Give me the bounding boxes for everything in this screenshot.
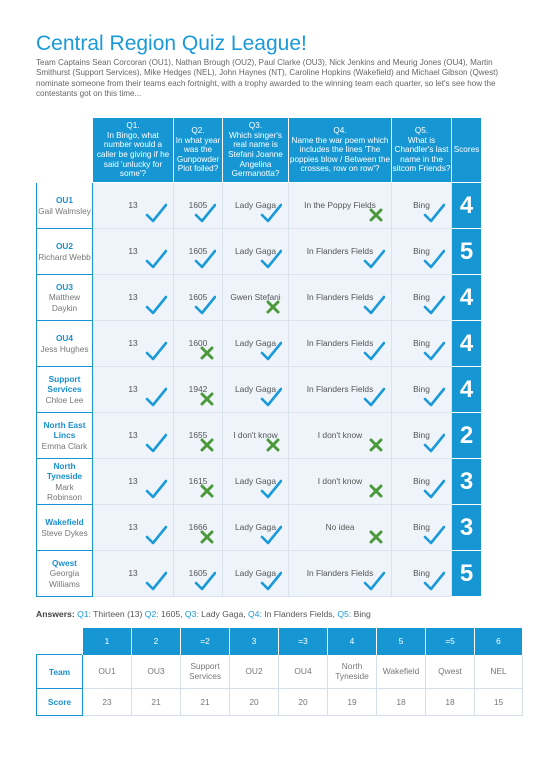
standings-position: 5 xyxy=(377,628,426,655)
answer-text: In the Poppy Fields xyxy=(304,200,376,210)
tick-icon xyxy=(145,570,167,592)
standings-team: OU3 xyxy=(132,655,181,689)
answer-q3: Lady Gaga, xyxy=(201,609,246,619)
standings-position: 4 xyxy=(328,628,377,655)
tick-icon xyxy=(363,386,385,408)
answer-cell xyxy=(223,275,289,321)
team-name: Qwest xyxy=(52,557,77,568)
contestant-name: Jess Hughes xyxy=(40,343,89,354)
answer-text: Bing xyxy=(413,568,430,578)
answer-cell xyxy=(93,229,174,275)
team-name: OU4 xyxy=(55,333,74,344)
answer-cell xyxy=(289,275,392,321)
team-cell xyxy=(37,321,93,367)
team-score: 4 xyxy=(452,367,482,413)
team-score: 4 xyxy=(452,321,482,367)
tick-icon xyxy=(145,248,167,270)
answer-cell xyxy=(93,321,174,367)
standings-score: 15 xyxy=(475,689,523,716)
tick-icon xyxy=(145,202,167,224)
tick-icon xyxy=(423,248,445,270)
contestant-name: Georgia Williams xyxy=(49,568,80,589)
team-cell xyxy=(37,229,93,275)
answer-text: In Flanders Fields xyxy=(306,338,374,348)
standings-score: 21 xyxy=(132,689,181,716)
standings-team: Qwest xyxy=(426,655,475,689)
answer-text: 1600 xyxy=(188,338,208,348)
answer-text: In Flanders Fields xyxy=(306,384,374,394)
answer-cell xyxy=(289,505,392,551)
answer-cell xyxy=(93,551,174,597)
standings-position: =2 xyxy=(181,628,230,655)
standings-team: Wakefield xyxy=(377,655,426,689)
answer-cell xyxy=(223,413,289,459)
standings-team: OU4 xyxy=(279,655,328,689)
team-score: 4 xyxy=(452,183,482,229)
answer-text: 13 xyxy=(128,476,138,486)
tick-icon xyxy=(260,524,282,546)
answer-cell xyxy=(392,551,452,597)
standings-team: OU1 xyxy=(83,655,132,689)
question-header-1: Q1. In Bingo, what number would a caller be giving if he said 'unlucky for some'? xyxy=(93,118,174,183)
answer-text: 13 xyxy=(128,200,138,210)
answer-cell xyxy=(174,551,223,597)
answer-text: Lady Gaga xyxy=(235,476,276,486)
answer-q2-label: Q2: xyxy=(144,609,159,619)
answer-text: 1615 xyxy=(188,476,208,486)
contestant-name: Emma Clark xyxy=(41,440,88,451)
answer-cell xyxy=(289,183,392,229)
answer-text: Lady Gaga xyxy=(235,384,276,394)
team-name: Support Services xyxy=(47,373,82,395)
answer-cell xyxy=(93,459,174,505)
tick-icon xyxy=(363,248,385,270)
answer-text: 13 xyxy=(128,522,138,532)
answer-q1: Thirteen (13) xyxy=(93,609,143,619)
question-header-2: Q2. In what year was the Gunpowder Plot foiled? xyxy=(174,118,223,183)
standings-position: 6 xyxy=(475,628,523,655)
standings-score: 23 xyxy=(83,689,132,716)
team-name: North East Lincs xyxy=(43,419,86,441)
team-name: OU1 xyxy=(55,195,74,206)
tick-icon xyxy=(423,202,445,224)
contestant-name: Steve Dykes xyxy=(41,527,88,538)
cross-icon xyxy=(200,438,214,452)
cross-icon xyxy=(369,208,383,222)
answer-cell xyxy=(289,551,392,597)
team-row xyxy=(37,505,482,551)
answer-cell xyxy=(223,459,289,505)
team-row xyxy=(37,413,482,459)
team-score: 5 xyxy=(452,551,482,597)
answer-text: Bing xyxy=(413,246,430,256)
quiz-results-table xyxy=(36,117,482,597)
answer-cell xyxy=(223,183,289,229)
answer-q5-label: Q5: xyxy=(337,609,352,619)
team-row xyxy=(37,229,482,275)
answer-text: 13 xyxy=(128,384,138,394)
answer-text: Lady Gaga xyxy=(235,568,276,578)
tick-icon xyxy=(423,478,445,500)
answer-cell xyxy=(174,229,223,275)
cross-icon xyxy=(200,484,214,498)
team-cell xyxy=(37,459,93,505)
answer-cell xyxy=(223,505,289,551)
standings-score: 19 xyxy=(328,689,377,716)
team-score: 4 xyxy=(452,275,482,321)
cross-icon xyxy=(266,300,280,314)
standings-team: Support Services xyxy=(181,655,230,689)
tick-icon xyxy=(363,340,385,362)
question-header-5: Q5. What is Chandler's last name in the sitcom Friends? xyxy=(392,118,452,183)
tick-icon xyxy=(260,340,282,362)
answer-text: In Flanders Fields xyxy=(306,568,374,578)
answer-text: Bing xyxy=(413,384,430,394)
corner-cell xyxy=(37,118,93,183)
answer-cell xyxy=(289,229,392,275)
tick-icon xyxy=(194,202,216,224)
tick-icon xyxy=(145,432,167,454)
standings-table xyxy=(36,628,523,716)
answer-text: 1942 xyxy=(188,384,208,394)
standings-position: 3 xyxy=(230,628,279,655)
answer-q2: 1605, xyxy=(161,609,183,619)
tick-icon xyxy=(363,294,385,316)
answer-text: 13 xyxy=(128,430,138,440)
answer-text: Bing xyxy=(413,292,430,302)
answer-q5: Bing xyxy=(353,609,371,619)
standings-score: 21 xyxy=(181,689,230,716)
page-title: Central Region Quiz League! xyxy=(36,32,307,55)
team-row xyxy=(37,459,482,505)
team-name: Wakefield xyxy=(45,517,84,528)
answer-text: Lady Gaga xyxy=(235,200,276,210)
answer-cell xyxy=(392,183,452,229)
standings-position: 1 xyxy=(83,628,132,655)
answer-text: In Flanders Fields xyxy=(306,292,374,302)
answer-cell xyxy=(93,413,174,459)
team-cell xyxy=(37,551,93,597)
answer-text: Bing xyxy=(413,200,430,210)
team-cell xyxy=(37,183,93,229)
team-row xyxy=(37,183,482,229)
answer-q4-label: Q4: xyxy=(248,609,262,619)
cross-icon xyxy=(266,438,280,452)
answer-cell xyxy=(174,413,223,459)
cross-icon xyxy=(369,530,383,544)
answer-text: Bing xyxy=(413,430,430,440)
tick-icon xyxy=(260,386,282,408)
answer-q1-label: Q1: xyxy=(77,609,91,619)
answer-cell xyxy=(174,459,223,505)
question-header-4: Q4. Name the war poem which includes the lines 'The poppies blow / Between the crosses, row on row'? xyxy=(289,118,392,183)
team-name: North Tyneside xyxy=(46,460,83,482)
answer-cell xyxy=(223,229,289,275)
answer-text: Lady Gaga xyxy=(235,246,276,256)
tick-icon xyxy=(145,294,167,316)
cross-icon xyxy=(200,530,214,544)
answer-cell xyxy=(174,321,223,367)
standings-score: 18 xyxy=(426,689,475,716)
answer-text: Lady Gaga xyxy=(235,338,276,348)
team-row xyxy=(37,321,482,367)
answer-text: I don't know xyxy=(233,430,278,440)
answer-text: 1605 xyxy=(188,200,208,210)
answer-text: 1605 xyxy=(188,246,208,256)
team-name: OU2 xyxy=(55,241,74,252)
answer-cell xyxy=(289,459,392,505)
tick-icon xyxy=(194,294,216,316)
team-name: OU3 xyxy=(55,281,74,292)
answer-text: 1666 xyxy=(188,522,208,532)
team-cell xyxy=(37,413,93,459)
standings-team: North Tyneside xyxy=(328,655,377,689)
tick-icon xyxy=(260,248,282,270)
cross-icon xyxy=(369,484,383,498)
answer-text: Bing xyxy=(413,476,430,486)
answer-cell xyxy=(93,183,174,229)
tick-icon xyxy=(363,570,385,592)
answer-text: Lady Gaga xyxy=(235,522,276,532)
team-score: 2 xyxy=(452,413,482,459)
standings-position: 2 xyxy=(132,628,181,655)
answer-cell xyxy=(392,275,452,321)
tick-icon xyxy=(194,248,216,270)
tick-icon xyxy=(260,202,282,224)
answer-cell xyxy=(174,275,223,321)
contestant-name: Chloe Lee xyxy=(45,394,84,405)
team-row xyxy=(37,275,482,321)
answer-text: In Flanders Fields xyxy=(306,246,374,256)
answer-text: I don't know xyxy=(317,430,363,440)
standings-team-label: Team xyxy=(37,655,83,689)
tick-icon xyxy=(423,294,445,316)
answer-cell xyxy=(174,367,223,413)
standings-position: =3 xyxy=(279,628,328,655)
answer-text: 13 xyxy=(128,246,138,256)
team-cell xyxy=(37,505,93,551)
answer-cell xyxy=(93,505,174,551)
team-score: 5 xyxy=(452,229,482,275)
answer-text: I don't know xyxy=(317,476,363,486)
team-score: 3 xyxy=(452,505,482,551)
answer-cell xyxy=(289,413,392,459)
tick-icon xyxy=(423,570,445,592)
team-row xyxy=(37,367,482,413)
answer-q3-label: Q3: xyxy=(184,609,199,619)
standings-score: 18 xyxy=(377,689,426,716)
standings-team: NEL xyxy=(475,655,523,689)
tick-icon xyxy=(423,524,445,546)
cross-icon xyxy=(369,438,383,452)
tick-icon xyxy=(260,478,282,500)
contestant-name: Richard Webb xyxy=(38,251,91,262)
answer-cell xyxy=(174,183,223,229)
tick-icon xyxy=(145,340,167,362)
answer-cell xyxy=(392,367,452,413)
tick-icon xyxy=(145,386,167,408)
answer-cell xyxy=(392,505,452,551)
intro-paragraph: Team Captains Sean Corcoran (OU1), Nathan Brough (OU2), Paul Clarke (OU3), Nick Jenkins and Meurig Jones (OU4), Martin Smithurst (Support Services), Mike Hedges (NEL), John Haynes (NT), Caroline Hopkins (Wakefield) and Michael Gibson (Qwest) nominate someone from their teams each fortnight, with a trophy awarded to the winning team each quarter, so let's see how the contestants got on this time... xyxy=(36,58,499,99)
answers-line xyxy=(36,609,371,619)
tick-icon xyxy=(145,524,167,546)
answer-cell xyxy=(392,459,452,505)
contestant-name: Mark Robinson xyxy=(46,481,83,502)
standings-team: OU2 xyxy=(230,655,279,689)
team-score: 3 xyxy=(452,459,482,505)
contestant-name: Matthew Daykin xyxy=(48,292,81,313)
answer-cell xyxy=(392,229,452,275)
cross-icon xyxy=(200,392,214,406)
answer-text: 13 xyxy=(128,292,138,302)
answer-q4: In Flanders Fields, xyxy=(264,609,335,619)
answer-cell xyxy=(289,367,392,413)
standings-corner xyxy=(37,628,83,655)
contestant-name: Gail Walmsley xyxy=(38,205,91,216)
answer-cell xyxy=(223,321,289,367)
tick-icon xyxy=(194,570,216,592)
cross-icon xyxy=(200,346,214,360)
answer-text: 1605 xyxy=(188,292,208,302)
answer-cell xyxy=(392,413,452,459)
answer-cell xyxy=(223,367,289,413)
standings-score: 20 xyxy=(279,689,328,716)
team-cell xyxy=(37,275,93,321)
answer-cell xyxy=(392,321,452,367)
standings-position: =5 xyxy=(426,628,475,655)
answer-text: 13 xyxy=(128,568,138,578)
team-cell xyxy=(37,367,93,413)
standings-score-label: Score xyxy=(37,689,83,716)
answers-label: Answers: xyxy=(36,609,75,619)
question-header-3: Q3. Which singer's real name is Stefani Joanne Angelina Germanotta? xyxy=(223,118,289,183)
answer-cell xyxy=(223,551,289,597)
tick-icon xyxy=(145,478,167,500)
tick-icon xyxy=(423,432,445,454)
answer-cell xyxy=(289,321,392,367)
answer-text: 1605 xyxy=(188,568,208,578)
answer-text: No idea xyxy=(325,522,355,532)
answer-text: 1655 xyxy=(188,430,208,440)
answer-cell xyxy=(93,367,174,413)
answer-text: Bing xyxy=(413,522,430,532)
standings-score: 20 xyxy=(230,689,279,716)
answer-cell xyxy=(93,275,174,321)
answer-text: Bing xyxy=(413,338,430,348)
tick-icon xyxy=(423,340,445,362)
team-row xyxy=(37,551,482,597)
scores-header: Scores xyxy=(452,118,482,183)
tick-icon xyxy=(423,386,445,408)
answer-text: Gwen Stefani xyxy=(230,292,281,302)
answer-cell xyxy=(174,505,223,551)
answer-text: 13 xyxy=(128,338,138,348)
tick-icon xyxy=(260,570,282,592)
